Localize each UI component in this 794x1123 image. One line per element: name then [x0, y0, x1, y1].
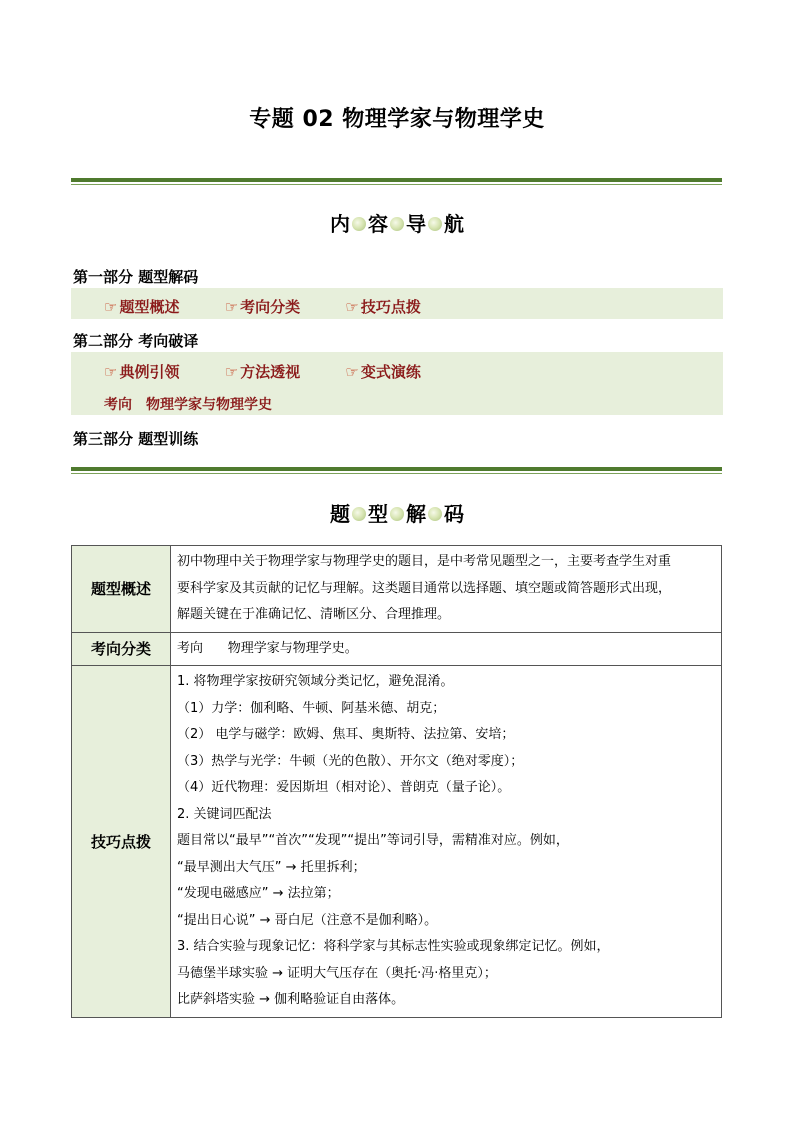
bullet-dot-icon — [428, 217, 442, 231]
bullet-dot-icon — [428, 507, 442, 521]
table-row — [72, 632, 722, 666]
pointing-hand-icon: ☞ — [224, 363, 239, 381]
part-one-band — [71, 288, 723, 319]
pointing-hand-icon: ☞ — [104, 363, 118, 381]
row-head-tips: 技巧点拨 — [72, 666, 171, 1018]
nav-link-direction[interactable] — [104, 394, 272, 414]
part-two-label: 第二部分 考向破译 — [73, 332, 199, 350]
part-two-band — [71, 352, 723, 415]
nav-link-overview[interactable]: ☞ 题型概述 — [104, 298, 180, 316]
pointing-hand-icon: ☞ — [345, 363, 359, 381]
table-row — [72, 666, 722, 1018]
nav-link-methods[interactable]: ☞ 方法透视 — [224, 363, 301, 381]
page-title: 专题 02 物理学家与物理学史 — [249, 107, 545, 132]
pointing-hand-icon: ☞ — [345, 298, 359, 316]
direction-label: 考向 — [104, 397, 132, 413]
row-head-overview: 题型概述 — [72, 546, 171, 633]
nav-link-classification[interactable]: ☞ 考向分类 — [224, 298, 301, 316]
nav-heading — [0, 208, 794, 237]
decode-heading-char: 解 — [406, 502, 426, 526]
nav-link-exercises[interactable]: ☞ 变式演练 — [345, 363, 421, 381]
pointing-hand-icon: ☞ — [224, 298, 239, 316]
row-body-overview: 初中物理中关于物理学家与物理学史的题目，是中考常见题型之一，主要考查学生对重 要科学家及其贡献的记忆与理解。这类题目通常以选择题、填空题或简答题形式出现， 解题关键在于准确记忆、清晰区分、合理推理。 — [171, 546, 722, 633]
bullet-dot-icon — [390, 507, 404, 521]
row-body-classification: 考向 物理学家与物理学史。 — [171, 632, 722, 666]
nav-heading-char: 容 — [368, 212, 388, 236]
decode-heading-char: 型 — [368, 502, 388, 526]
nav-heading-char: 导 — [406, 212, 426, 236]
bullet-dot-icon — [352, 507, 366, 521]
top-divider — [71, 178, 722, 185]
bottom-divider — [71, 467, 722, 474]
bullet-dot-icon — [352, 217, 366, 231]
row-head-classification: 考向分类 — [72, 632, 171, 666]
part-three-label: 第三部分 题型训练 — [73, 430, 199, 448]
nav-link-examples[interactable]: ☞ 典例引领 — [104, 363, 180, 381]
nav-heading-char: 航 — [444, 212, 464, 236]
part-one-label: 第一部分 题型解码 — [73, 268, 199, 286]
decode-heading-char: 码 — [444, 502, 464, 526]
decode-heading — [0, 498, 794, 527]
decode-heading-char: 题 — [330, 502, 350, 526]
table-row — [72, 546, 722, 633]
pointing-hand-icon: ☞ — [104, 298, 118, 316]
row-body-tips: 1. 将物理学家按研究领域分类记忆，避免混淆。 （1）力学：伽利略、牛顿、阿基米德、胡克； （2） 电学与磁学：欧姆、焦耳、奥斯特、法拉第、安培； （3）热学与光学：牛顿（光的色散）、开尔文（绝对零度）； （4）近代物理：爱因斯坦（相对论）、普朗克（量子论）。 2. 关键词匹配法 题目常以“最早”“首次”“发现”“提出”等词引导，需精准对应。例如， “最早测出大气压” → 托里拆利； “发现电磁感应” → 法拉第； “提出日心说” → 哥白尼（注意不是伽利略）。 3. 结合实验与现象记忆：将科学家与其标志性实验或现象绑定记忆。例如， 马德堡半球实验 → 证明大气压存在（奥托·冯·格里克）； 比萨斜塔实验 → 伽利略验证自由落体。 — [171, 666, 722, 1018]
nav-link-tips[interactable]: ☞ 技巧点拨 — [345, 298, 421, 316]
direction-text: 物理学家与物理学史 — [146, 397, 272, 413]
nav-heading-char: 内 — [330, 212, 350, 236]
decode-table — [71, 545, 722, 1018]
bullet-dot-icon — [390, 217, 404, 231]
